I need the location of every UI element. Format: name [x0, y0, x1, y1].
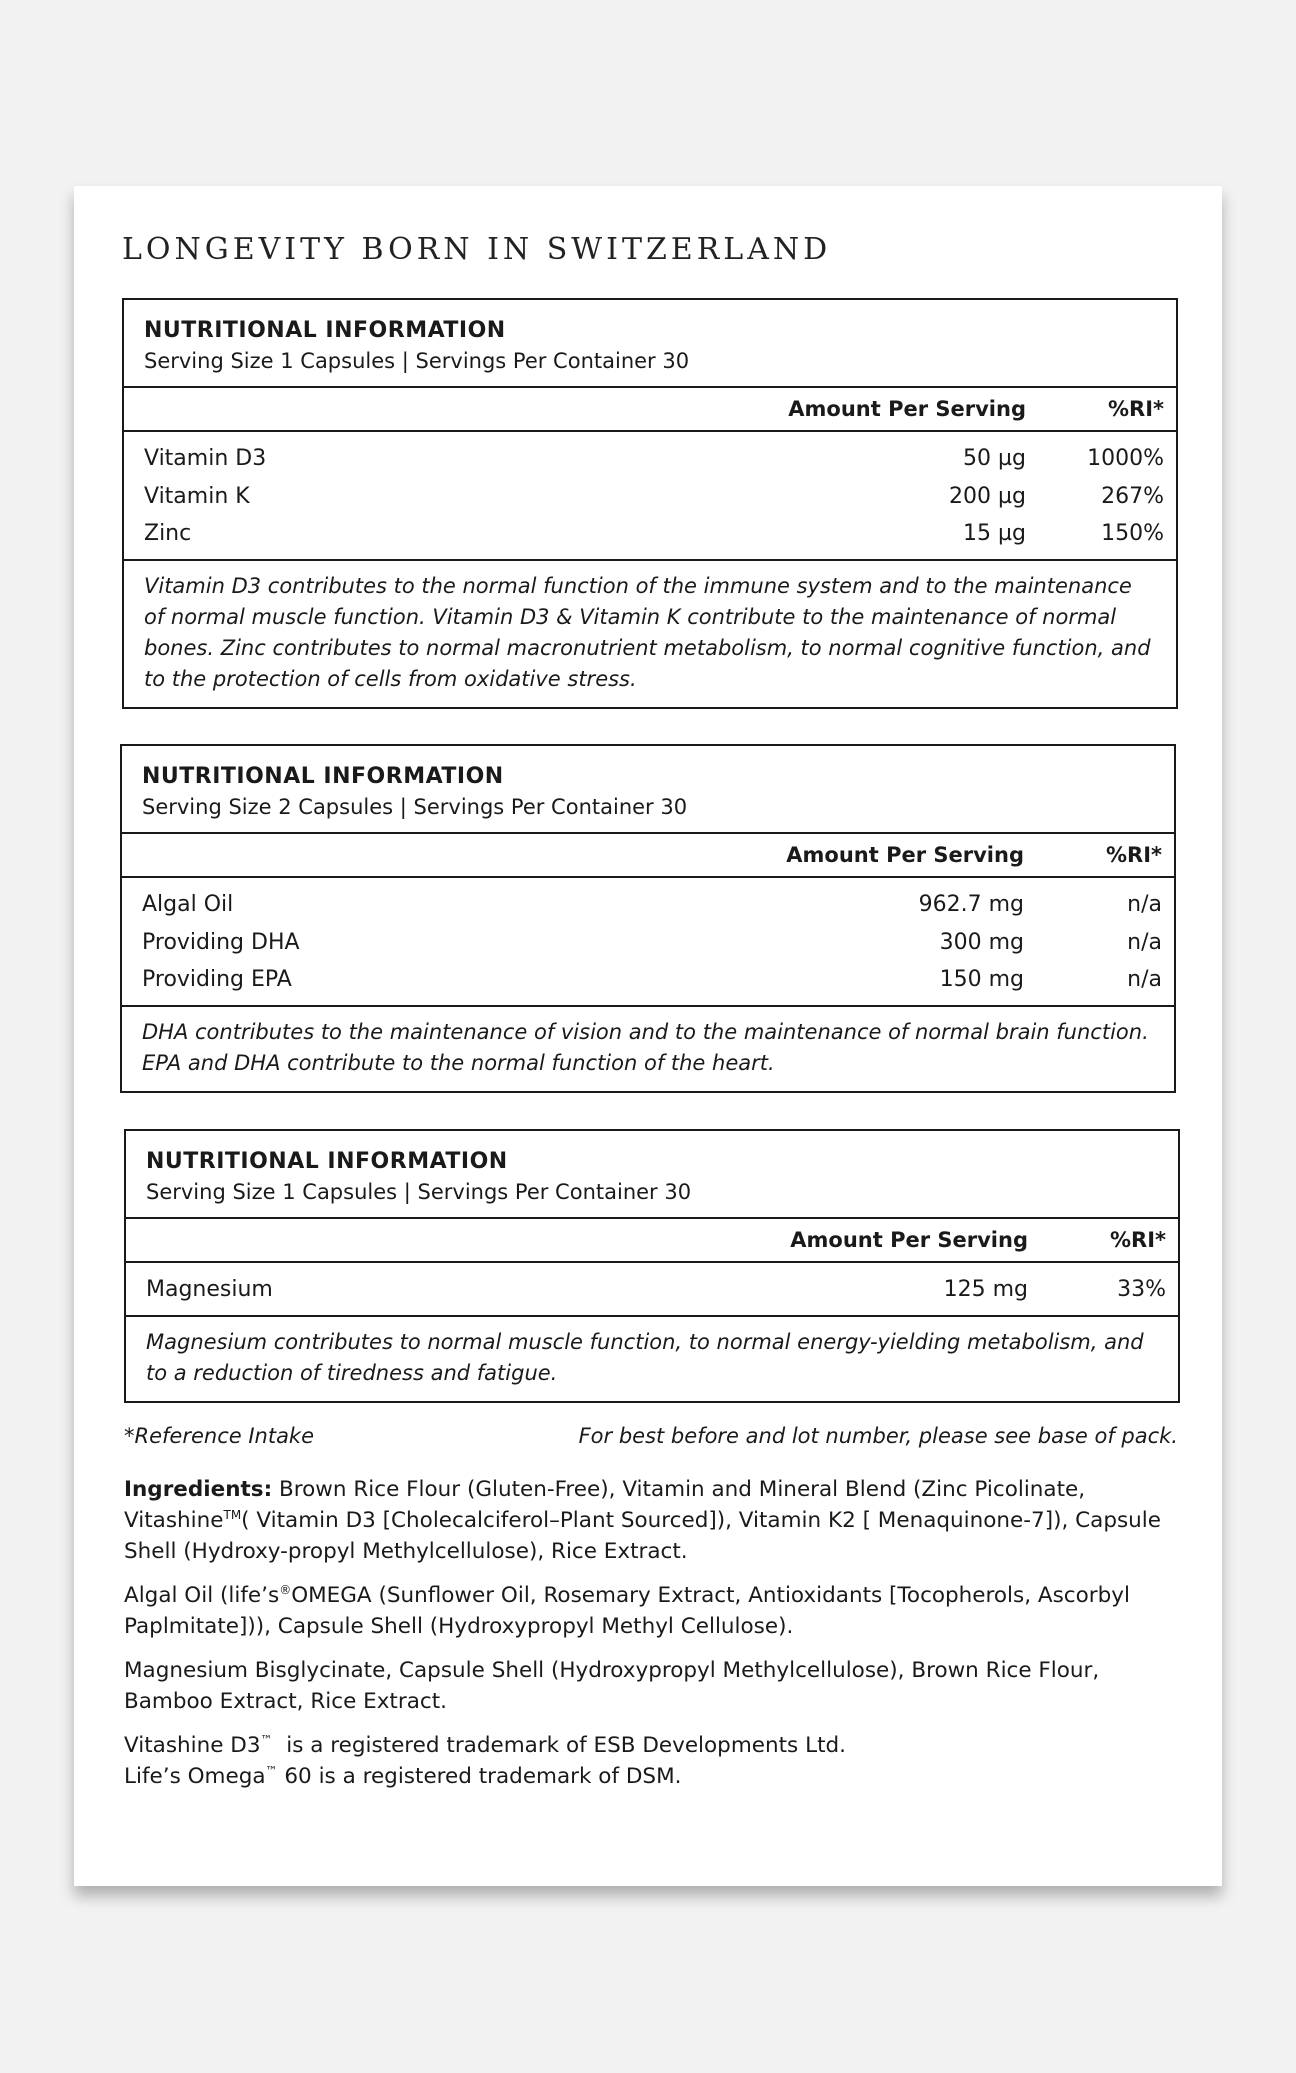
panel-header [124, 300, 1176, 388]
trademark-notice [124, 1730, 1184, 1792]
trademark-symbol: ™ [265, 1763, 278, 1778]
nutrient-amount: 150 mg [939, 967, 1024, 993]
ingredients-text: OMEGA (Sunflower Oil, Rosemary Extract, Antioxidants [Tocopherols, Ascorbyl Paplmitate])), Capsule Shell (Hydroxypropyl Methyl Cellulose). [124, 1583, 1130, 1639]
nutrient-rows [124, 432, 1176, 561]
nutrient-name: Magnesium [146, 1277, 273, 1303]
best-before-note: For best before and lot number, please see base of pack. [578, 1424, 1178, 1448]
nutrient-amount: 125 mg [943, 1277, 1028, 1303]
table-row [124, 440, 1176, 478]
ingredients-paragraph-3: Magnesium Bisglycinate, Capsule Shell (Hydroxypropyl Methylcellulose), Brown Rice Flour, Bamboo Extract, Rice Extract. [124, 1658, 1100, 1714]
nutrient-amount: 962.7 mg [918, 892, 1024, 918]
ri-column-label: %RI* [1109, 1228, 1166, 1252]
nutrient-rows [122, 878, 1174, 1007]
amount-column-label: Amount Per Serving [786, 843, 1024, 867]
table-row [124, 515, 1176, 553]
label-card [74, 186, 1222, 1886]
amount-column-label: Amount Per Serving [788, 397, 1026, 421]
nutrient-ri: 150% [1101, 521, 1164, 547]
health-claim-note: DHA contributes to the maintenance of vision and to the maintenance of normal brain function. EPA and DHA contribute to the normal function of the heart. [142, 1019, 1149, 1075]
nutrient-amount: 200 µg [949, 483, 1026, 509]
nutrition-panel-2 [120, 744, 1176, 1093]
registered-symbol: ® [279, 1582, 292, 1597]
table-row [122, 886, 1174, 924]
nutrition-panel-1 [122, 298, 1178, 709]
trademark-symbol: ™ [260, 1732, 273, 1747]
serving-info: Serving Size 2 Capsules | Servings Per Container 30 [142, 795, 688, 819]
nutrient-ri: 33% [1117, 1277, 1166, 1303]
panel-header [126, 1131, 1178, 1219]
ingredients-text: Brown Rice Flour (Gluten-Free), Vitamin and Mineral Blend (Zinc Picolinate, Vitashine [124, 1477, 1086, 1533]
health-claim-note: Magnesium contributes to normal muscle function, to normal energy-yielding metabolism, and to a reduction of tiredness and fatigue. [146, 1329, 1144, 1385]
trademark-text: 60 is a registered trademark of DSM. [277, 1764, 682, 1789]
nutrient-amount: 50 µg [963, 446, 1026, 472]
nutrient-name: Vitamin K [144, 483, 250, 509]
nutrient-name: Providing DHA [142, 929, 300, 955]
nutrient-name: Vitamin D3 [144, 446, 267, 472]
amount-column-label: Amount Per Serving [790, 1228, 1028, 1252]
trademark-symbol: TM [223, 1507, 242, 1522]
nutrient-name: Zinc [144, 521, 192, 547]
ingredients-paragraph-1 [124, 1474, 1184, 1567]
column-header [126, 1219, 1178, 1263]
panel-title: NUTRITIONAL INFORMATION [144, 318, 506, 343]
column-header [122, 834, 1174, 878]
reference-intake-note: *Reference Intake [124, 1424, 315, 1448]
nutrient-ri: n/a [1127, 892, 1162, 918]
ingredients-label: Ingredients: [124, 1477, 273, 1502]
table-row [122, 961, 1174, 999]
trademark-text: Vitashine D3 [124, 1733, 261, 1758]
nutrient-amount: 15 µg [963, 521, 1026, 547]
nutrient-ri: 1000% [1087, 446, 1164, 472]
ri-column-label: %RI* [1105, 843, 1162, 867]
nutrient-ri: n/a [1127, 967, 1162, 993]
nutrient-ri: 267% [1101, 483, 1164, 509]
column-header [124, 388, 1176, 432]
serving-info: Serving Size 1 Capsules | Servings Per Container 30 [146, 1180, 692, 1204]
nutrition-panel-3 [124, 1129, 1180, 1403]
trademark-text: is a registered trademark of ESB Developments Ltd. [272, 1733, 846, 1758]
ri-column-label: %RI* [1107, 397, 1164, 421]
nutrient-ri: n/a [1127, 929, 1162, 955]
footnotes [124, 1424, 1178, 1448]
trademark-text: Life’s Omega [124, 1764, 266, 1789]
ingredients-section [124, 1474, 1184, 1805]
panel-header [122, 746, 1174, 834]
nutrient-name: Providing EPA [142, 967, 292, 993]
ingredients-text: Algal Oil (life’s [124, 1583, 280, 1608]
nutrient-name: Algal Oil [142, 892, 234, 918]
ingredients-text: ( Vitamin D3 [Cholecalciferol–Plant Sourced]), Vitamin K2 [ Menaquinone-7]), Capsule Shell (Hydroxy-propyl Methylcellulose), Rice Extract. [124, 1508, 1162, 1564]
table-row [124, 478, 1176, 516]
table-row [126, 1271, 1178, 1309]
ingredients-paragraph-2 [124, 1580, 1184, 1642]
serving-info: Serving Size 1 Capsules | Servings Per Container 30 [144, 349, 690, 373]
brand-tagline: LONGEVITY BORN IN SWITZERLAND [122, 232, 832, 267]
panel-title: NUTRITIONAL INFORMATION [146, 1149, 508, 1174]
health-claim-note: Vitamin D3 contributes to the normal function of the immune system and to the maintenance of normal muscle function. Vitamin D3 & Vitamin K contribute to the maintenance of normal bones. Zinc contributes to normal macronutrient metabolism, to normal cognitive function, and to the protection of cells from oxidative stress. [144, 573, 1151, 691]
panel-title: NUTRITIONAL INFORMATION [142, 764, 504, 789]
nutrient-amount: 300 mg [939, 929, 1024, 955]
table-row [122, 924, 1174, 962]
nutrient-rows [126, 1263, 1178, 1317]
